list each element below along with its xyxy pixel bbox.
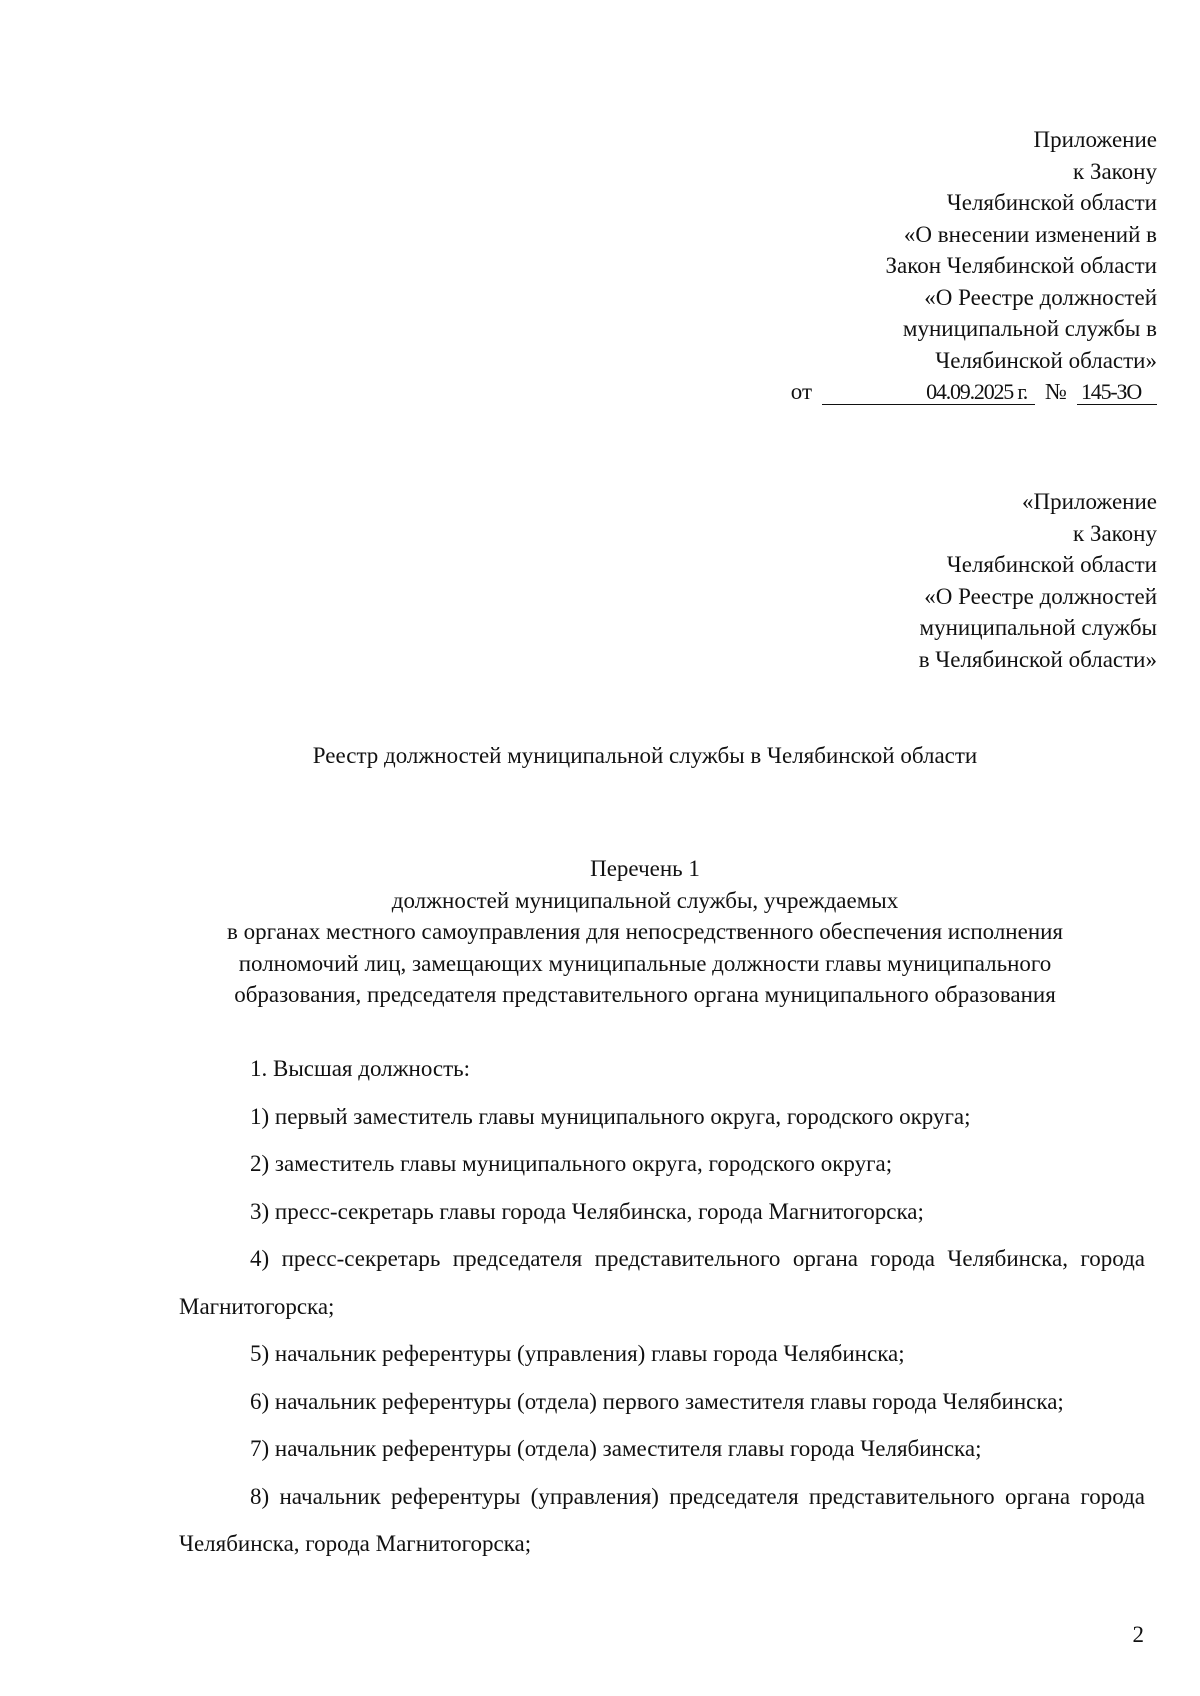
list-heading-line: в органах местного самоуправления для непосредственного обеспечения исполнения xyxy=(226,919,1064,944)
appendix-line: «О внесении изменений в xyxy=(903,221,1157,247)
law-date: 04.09.2025 г. xyxy=(822,380,1035,405)
quoted-appendix-line: в Челябинской области» xyxy=(918,646,1157,672)
list-item: 7) начальник референтуры (отдела) заместителя главы города Челябинска; xyxy=(250,1436,982,1461)
list-heading-line: полномочий лиц, замещающих муниципальные должности главы муниципального xyxy=(238,950,1052,976)
list-item: 8) начальник референтуры (управления) председателя представительного органа города Челябинска, города Магнитогорска; xyxy=(179,1483,1145,1556)
appendix-line: Закон Челябинской области xyxy=(885,253,1157,278)
appendix-line: муниципальной службы в xyxy=(902,316,1157,341)
quoted-appendix-line: муниципальной службы xyxy=(919,615,1157,640)
list-heading xyxy=(180,853,1110,1011)
list-section-heading: 1. Высшая должность: xyxy=(250,1056,471,1081)
appendix-line: Челябинской области xyxy=(946,190,1157,215)
list-heading-line: образования, председателя представительного органа муниципального образования xyxy=(234,982,1056,1007)
law-number: 145-ЗО xyxy=(1077,380,1157,405)
list-item: 4) пресс-секретарь председателя представительного органа города Челябинска, города Магнитогорска; xyxy=(179,1246,1145,1319)
page-number: 2 xyxy=(1132,1622,1144,1647)
appendix-header xyxy=(737,124,1157,408)
list-heading-line: должностей муниципальной службы, учреждаемых xyxy=(391,887,899,913)
appendix-line: к Закону xyxy=(1073,158,1157,184)
appendix-line: Приложение xyxy=(1033,127,1157,152)
list-item: 2) заместитель главы муниципального округа, городского округа; xyxy=(250,1151,893,1176)
list-item: 3) пресс-секретарь главы города Челябинска, города Магнитогорска; xyxy=(250,1198,924,1224)
quoted-appendix-header xyxy=(737,486,1157,675)
number-sign: № xyxy=(1045,379,1067,404)
registry-title: Реестр должностей муниципальной службы в Челябинской области xyxy=(312,743,978,768)
appendix-line: «О Реестре должностей xyxy=(924,284,1157,310)
list-item: 5) начальник референтуры (управления) главы города Челябинска; xyxy=(250,1341,905,1366)
quoted-appendix-line: «Приложение xyxy=(1022,489,1157,514)
position-list xyxy=(179,1045,1145,1568)
quoted-appendix-line: Челябинской области xyxy=(946,552,1157,577)
list-item: 1) первый заместитель главы муниципального округа, городского округа; xyxy=(250,1103,971,1129)
quoted-appendix-line: «О Реестре должностей xyxy=(924,583,1157,609)
list-item: 6) начальник референтуры (отдела) первого заместителя главы города Челябинска; xyxy=(250,1388,1064,1414)
list-heading-line: Перечень 1 xyxy=(590,856,700,881)
appendix-line: Челябинской области» xyxy=(935,347,1157,373)
quoted-appendix-line: к Закону xyxy=(1073,520,1157,546)
date-prefix: от xyxy=(790,379,813,404)
law-date-line xyxy=(737,376,1157,408)
